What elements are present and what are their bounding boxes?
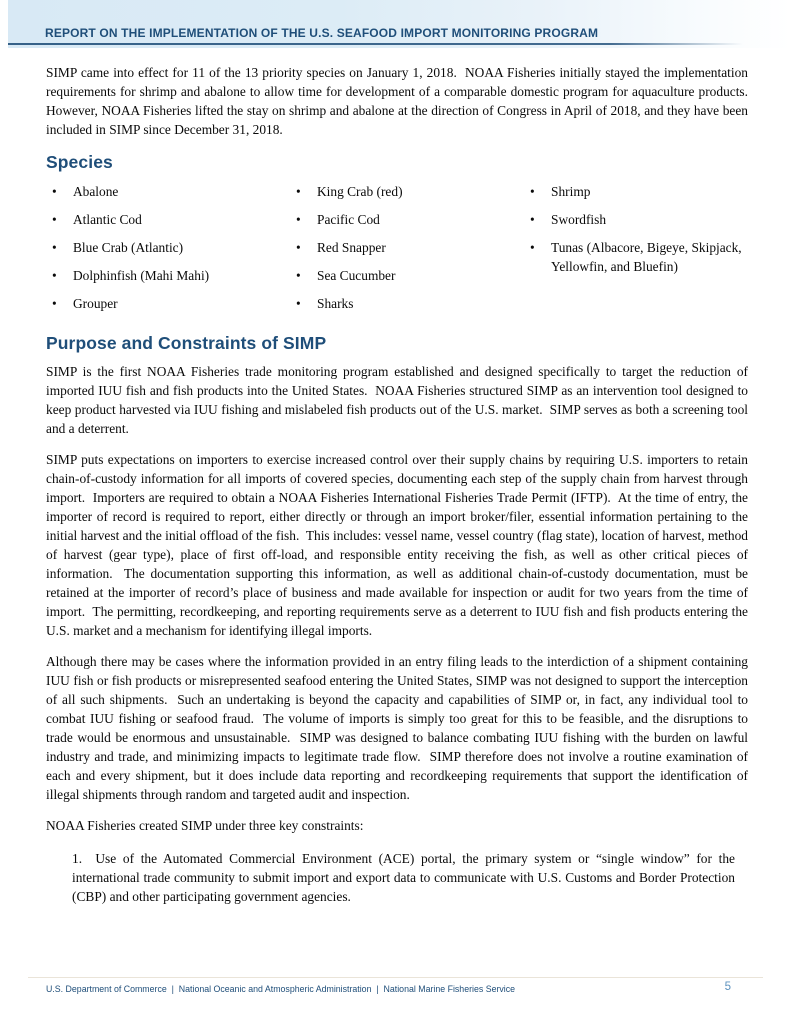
report-title: REPORT ON THE IMPLEMENTATION OF THE U.S. SEAFOOD IMPORT MONITORING PROGRAM — [45, 26, 599, 40]
species-item: • Abalone — [46, 182, 290, 201]
species-item: • King Crab (red) — [290, 182, 524, 201]
intro-paragraph: SIMP came into effect for 11 of the 13 priority species on January 1, 2018. NOAA Fisheries initially stayed the implementation requirements for shrimp and abalone to allow time for development of a comparable domestic program for aquaculture products. However, NOAA Fisheries lifted the stay on shrimp and abalone at the direction of Congress in April of 2018, and they have been included in SIMP since December 31, 2018. — [46, 65, 755, 137]
page-content — [46, 48, 755, 906]
species-item: • Swordfish — [524, 210, 748, 229]
species-item: • Sea Cucumber — [290, 266, 524, 285]
footer-agencies: U.S. Department of Commerce | National Oceanic and Atmospheric Administration | National Marine Fisheries Service — [46, 984, 516, 994]
page-number: 5 — [724, 981, 731, 993]
constraint-number: 1. — [72, 851, 83, 866]
footer-divider — [28, 977, 763, 978]
species-item: • Sharks — [290, 294, 524, 313]
species-item: • Dolphinfish (Mahi Mahi) — [46, 266, 290, 285]
species-item: • Tunas (Albacore, Bigeye, Skipjack, Yellowfin, and Bluefin) — [524, 238, 748, 276]
header-banner — [8, 0, 791, 48]
species-list — [46, 182, 748, 322]
species-column-2 — [290, 182, 524, 322]
constraint-text: Use of the Automated Commercial Environment (ACE) portal, the primary system or “single window” for the international trade community to submit import and export data to communicate with U.S. Customs and Border Protection (CBP) and other participating government agencies. — [72, 851, 739, 904]
species-item: • Blue Crab (Atlantic) — [46, 238, 290, 257]
header-divider — [8, 43, 743, 45]
species-item: • Grouper — [46, 294, 290, 313]
species-heading: Species — [46, 152, 113, 172]
species-item: • Pacific Cod — [290, 210, 524, 229]
constraints-lead-in: NOAA Fisheries created SIMP under three key constraints: — [46, 818, 364, 833]
purpose-paragraph-3: Although there may be cases where the information provided in an entry filing leads to the interdiction of a shipment containing IUU fish or fish products or misrepresented seafood entering the United States, SIMP was not designed to support the interception of all such shipments. Such an undertaking is beyond the capacity and capabilities of SIMP or, in fact, any individual tool to combat IUU fishing or seafood fraud. The volume of imports is simply too great for this to be feasible, and the disruptions to trade would be enormous and unsustainable. SIMP was designed to balance combating IUU fishing with the burden on lawful industry and trade, and minimizing impacts to legitimate trade flow. SIMP therefore does not involve a routine examination of each and every shipment, but it does include data reporting and recordkeeping requirements that support the identification of illegal shipments through random and targeted audit and inspection. — [46, 654, 752, 802]
constraint-item-1 — [72, 849, 739, 906]
species-item: • Red Snapper — [290, 238, 524, 257]
species-column-1 — [46, 182, 290, 322]
species-column-3 — [524, 182, 748, 322]
species-item: • Atlantic Cod — [46, 210, 290, 229]
species-item: • Shrimp — [524, 182, 748, 201]
purpose-heading: Purpose and Constraints of SIMP — [46, 333, 327, 353]
purpose-paragraph-1: SIMP is the first NOAA Fisheries trade monitoring program established and designed specifically to target the reduction of imported IUU fish and fish products into the United States. NOAA Fisheries structured SIMP as an intervention tool designed to keep product harvested via IUU fishing and mislabeled fish products out of the U.S. market. SIMP serves as both a screening tool and a deterrent. — [46, 364, 752, 436]
purpose-paragraph-2: SIMP puts expectations on importers to exercise increased control over their supply chains by requiring U.S. importers to retain chain-of-custody information for all imports of covered species, documenting each step of the supply chain from harvest through import. Importers are required to obtain a NOAA Fisheries International Fisheries Trade Permit (IFTP). At the time of entry, the importer of record is required to report, either directly or through an import broker/filer, essential information pertaining to the initial harvest and the initial offload of the fish. This includes: vessel name, vessel country (flag state), location of harvest, method of harvest (gear type), place of first off-load, and responsible entity receiving the fish, as well as other critical pieces of information. The documentation supporting this information, as well as additional chain-of-custody documentation, must be retained at the importer of record’s place of business and made available for inspection or audit for two years from the time of import. The permitting, recordkeeping, and reporting requirements serve as a deterrent to IUU fish and fish products entering the U.S. market and a mechanism for identifying illegal imports. — [46, 452, 752, 638]
